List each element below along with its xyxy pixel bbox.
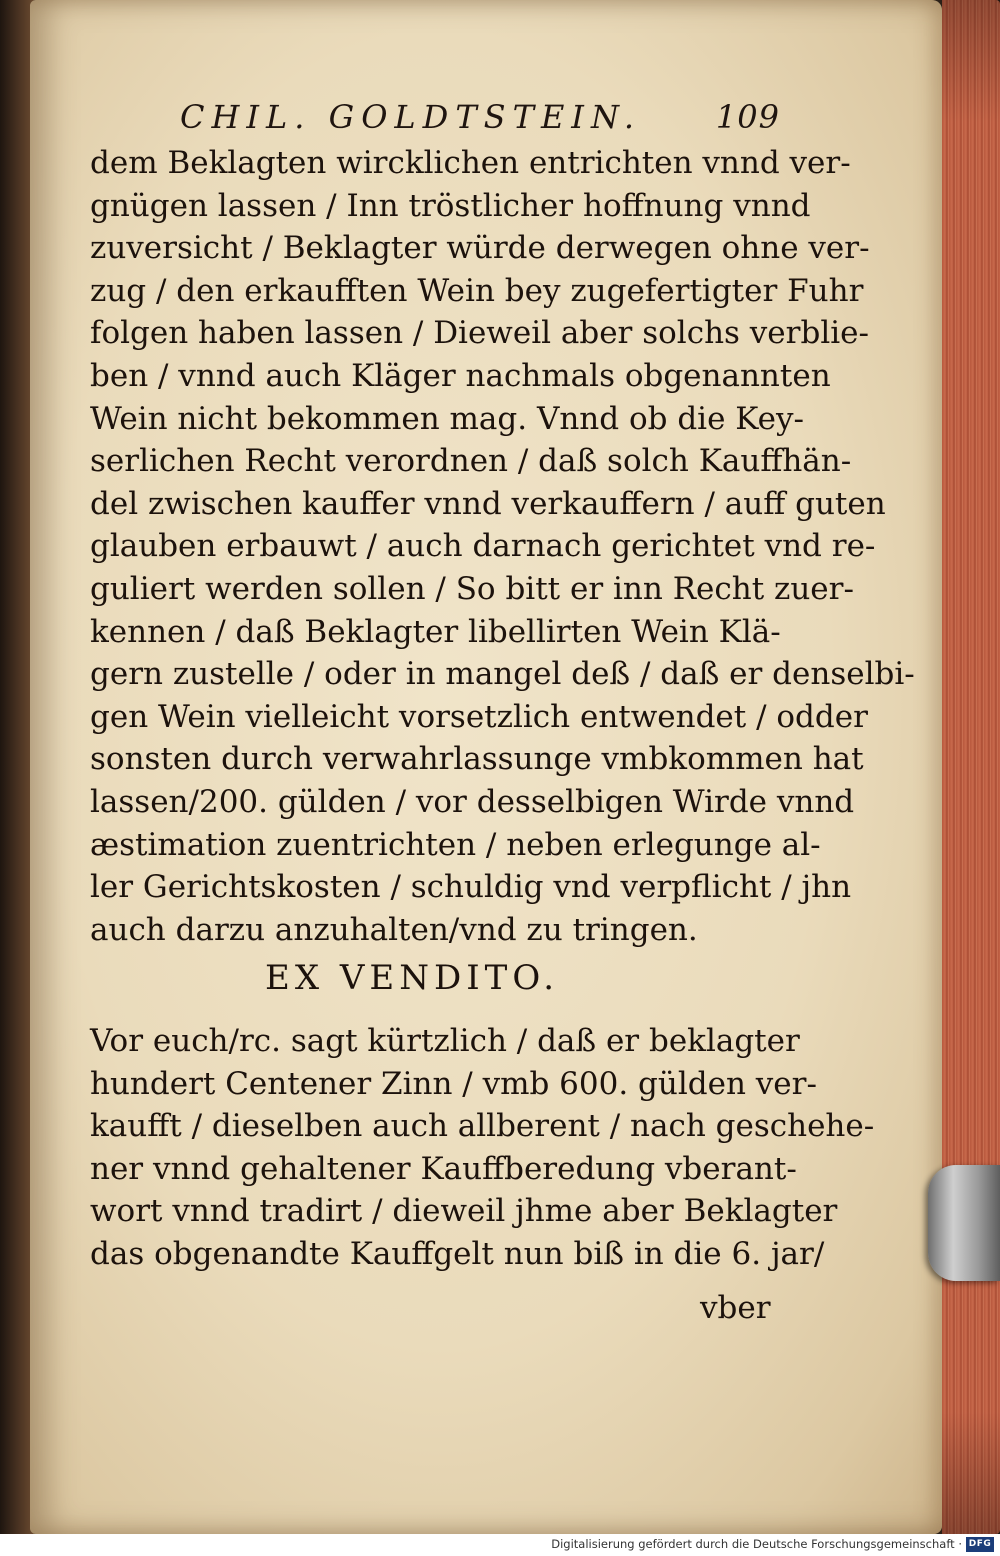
text-line: lassen/200. gülden / vor desselbigen Wirde vnnd — [90, 783, 855, 820]
text-line: guliert werden sollen / So bitt er inn Recht zuer- — [90, 570, 854, 607]
text-line: serlichen Recht verordnen / daß solch Kauffhän- — [90, 443, 852, 480]
text-line: ben / vnnd auch Kläger nachmals obgenannten — [90, 357, 831, 394]
text-line: auch darzu anzuhalten/vnd zu tringen. — [90, 911, 698, 948]
page-number: 109 — [715, 98, 780, 136]
text-line: kaufft / dieselben auch allberent / nach geschehe- — [90, 1108, 875, 1145]
text-line: del zwischen kauffer vnnd verkauffern / auff guten — [90, 485, 886, 522]
text-line: ner vnnd gehaltener Kauffberedung vberant- — [90, 1150, 797, 1187]
footer-banner — [0, 1534, 1000, 1556]
section-heading: EX VENDITO. — [265, 958, 560, 998]
dfg-logo-icon: DFG — [966, 1537, 994, 1552]
text-line: dem Beklagten wircklichen entrichten vnnd ver- — [90, 145, 851, 181]
book-page — [30, 0, 942, 1534]
text-line: ler Gerichtskosten / schuldig vnd verpflicht / jhn — [90, 869, 852, 906]
text-line: Vor euch/rc. sagt kürtzlich / daß er beklagter — [90, 1023, 800, 1059]
text-line: folgen haben lassen / Dieweil aber solchs verblie- — [90, 315, 869, 352]
page-stack-shade — [942, 0, 1000, 1534]
catchword: vber — [700, 1290, 771, 1326]
text-line: æstimation zuentrichten / neben erlegunge al- — [90, 826, 821, 863]
page-header — [180, 98, 780, 144]
page-clip — [928, 1165, 1000, 1281]
text-line: gnügen lassen / Inn tröstlicher hoffnung vnnd — [90, 187, 811, 224]
text-line: wort vnnd tradirt / dieweil jhme aber Beklagter — [90, 1193, 838, 1230]
text-line: Wein nicht bekommen mag. Vnnd ob die Key- — [90, 400, 804, 437]
paragraph-1 — [90, 142, 915, 951]
text-line: hundert Centener Zinn / vmb 600. gülden ver- — [90, 1065, 817, 1102]
text-line: gern zustelle / oder in mangel deß / daß er denselbi- — [90, 656, 915, 693]
text-line: das obgenandte Kauffgelt nun biß in die 6. jar/ — [90, 1235, 825, 1272]
text-line: glauben erbauwt / auch darnach gerichtet vnd re- — [90, 528, 876, 565]
funding-credit: Digitalisierung gefördert durch die Deutsche Forschungsgemeinschaft · — [551, 1537, 962, 1551]
text-line: zuversicht / Beklagter würde derwegen ohne ver- — [90, 230, 870, 267]
text-line: gen Wein vielleicht vorsetzlich entwendet / odder — [90, 698, 868, 735]
running-head: CHIL. GOLDTSTEIN. — [180, 98, 642, 136]
text-line: zug / den erkaufften Wein bey zugefertigter Fuhr — [90, 272, 864, 309]
book-spine-edge — [0, 0, 34, 1534]
paragraph-2 — [90, 1020, 875, 1276]
text-line: sonsten durch verwahrlassunge vmbkommen hat — [90, 741, 864, 778]
text-line: kennen / daß Beklagter libellirten Wein Klä- — [90, 613, 781, 650]
